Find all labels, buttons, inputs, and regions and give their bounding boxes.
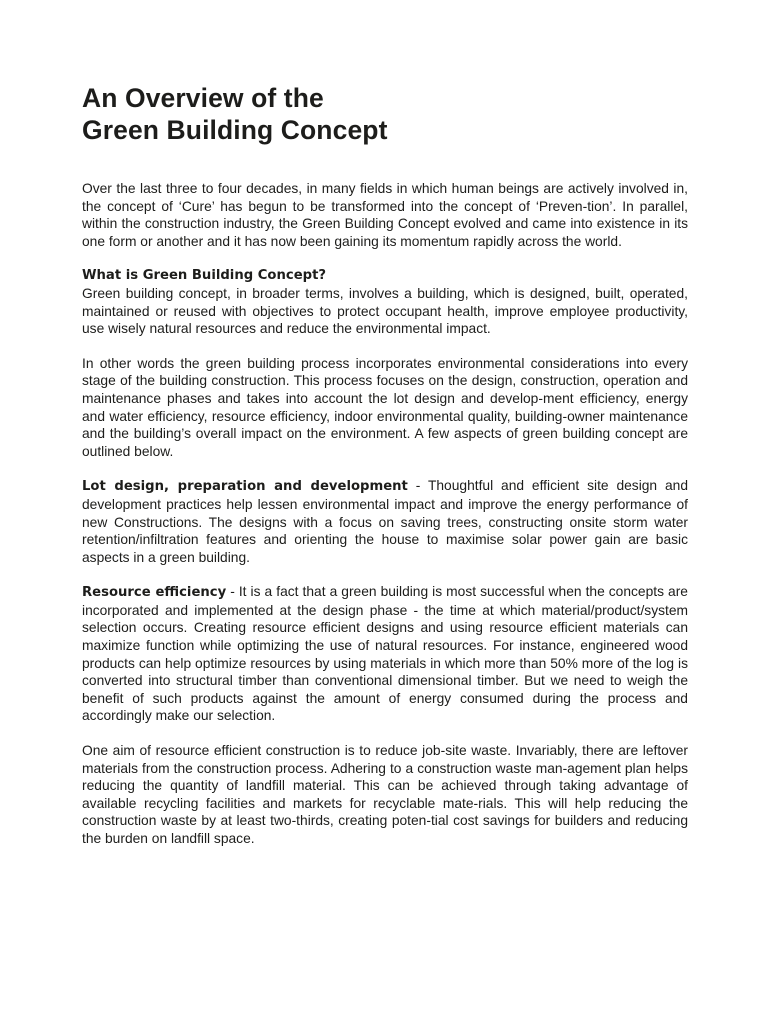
title-line-1: An Overview of the: [82, 83, 324, 113]
resource-efficiency-paragraph: [82, 583, 688, 725]
intro-paragraph: Over the last three to four decades, in many fields in which human beings are actively involved in, the concept of ‘Cure’ has begun to be transformed into the concept of ‘Preven-tion’. In parallel, within the construction industry, the Green Building Concept evolved and came into existence in its one form or another and it has now been gaining its momentum rapidly across the world.: [82, 181, 688, 249]
lot-design-text: - Thoughtful and efficient site design and development practices help lessen environmental impact and improve the energy performance of new Constructions. The designs with a focus on saving trees, constructing onsite storm water retention/infiltration features and orienting the house to maximise solar power gain are basic aspects in a green building.: [82, 478, 688, 565]
document-body: [82, 180, 688, 848]
resource-efficiency-text: - It is a fact that a green building is most successful when the concepts are incorporated and implemented at the design phase - the time at which material/product/system selection occurs. Creating resource efficient designs and using resource efficient materials can maximize function while optimizing the use of natural resources. For instance, engineered wood products can help optimize resources by using materials in which more than 50% more of the log is converted into structural timber than conventional dimensional timber. But we need to weigh the benefit of such products against the amount of energy consumed during the process and accordingly make our selection.: [82, 584, 688, 724]
lot-design-heading: Lot design, preparation and development: [82, 479, 408, 495]
resource-efficiency-heading: Resource efficiency: [82, 585, 227, 601]
title-line-2: Green Building Concept: [82, 115, 388, 145]
lot-design-paragraph: [82, 477, 688, 566]
what-is-heading: What is Green Building Concept?: [82, 268, 327, 284]
what-is-paragraph-2: In other words the green building process incorporates environmental considerations into every stage of the building construction. This process focuses on the design, construction, operation and maintenance phases and takes into account the lot design and develop-ment efficiency, energy and water efficiency, resource efficiency, indoor environmental quality, building-owner maintenance and the building’s overall impact on the environment. A few aspects of green building concept are outlined below.: [82, 355, 688, 459]
document-page: [82, 82, 688, 865]
resource-efficiency-paragraph-2: One aim of resource efficient construction is to reduce job-site waste. Invariably, there are leftover materials from the construction process. Adhering to a construction waste man-agement plan helps reducing the quantity of landfill material. This can be achieved through taking advantage of available recycling facilities and markets for recyclable mate-rials. This will help reducing the construction waste by at least two-thirds, creating poten-tial cost savings for builders and reducing the burden on landfill space.: [82, 743, 688, 846]
page-title: [82, 82, 688, 146]
what-is-paragraph-1: Green building concept, in broader terms, involves a building, which is designed, built, operated, maintained or reused with objectives to protect occupant health, improve employee productivity, use wisely natural resources and reduce the environmental impact.: [82, 285, 688, 337]
what-is-section: [82, 267, 688, 460]
